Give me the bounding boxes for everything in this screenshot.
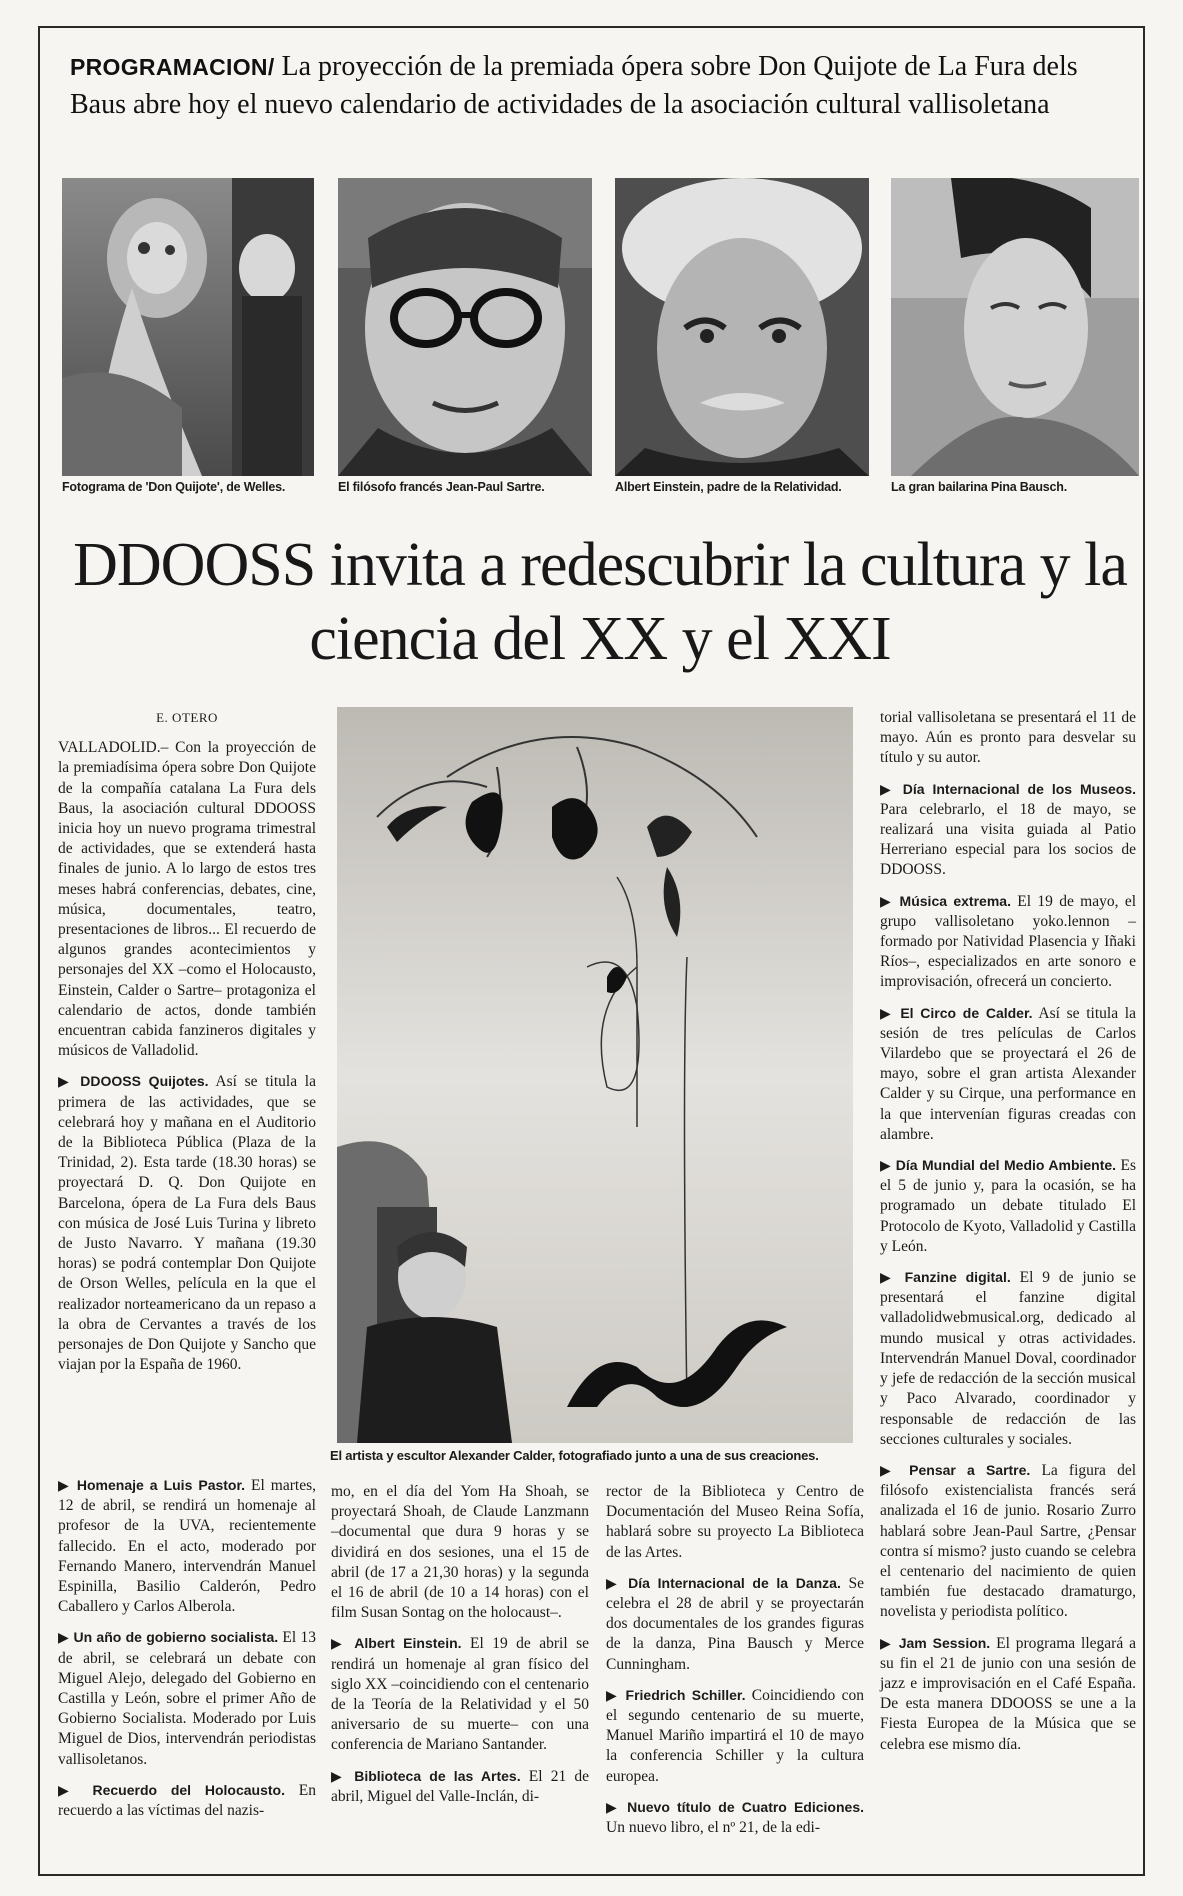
- item-ambiente: [880, 1155, 1136, 1257]
- item-gobierno: [58, 1627, 316, 1769]
- item-quijotes: [58, 1071, 316, 1375]
- item-einstein: [331, 1633, 589, 1755]
- item-museos-head: ▶ Día Internacional de los Museos.: [880, 780, 1136, 797]
- item-sartre-head: ▶ Pensar a Sartre.: [880, 1461, 1031, 1478]
- item-gobierno-body: El 13 de abril, se celebrará un debate con Miguel Alejo, delegado del Gobierno en Castilla y León, sobre el primer Año de Gobierno Socialista. Moderado por Luis Miguel de Dios, intervendrán periodistas vallisoletanos.: [58, 1629, 316, 1768]
- item-museos-body: Para celebrarlo, el 18 de mayo, se realizará una visita guiada al Patio Herreriano especial para los socios de DDOOSS.: [880, 800, 1136, 879]
- photo-caption-4: La gran bailarina Pina Bausch.: [891, 480, 1068, 494]
- item-gobierno-head: ▶ Un año de gobierno socialista.: [58, 1629, 279, 1646]
- photo-sartre: [338, 178, 592, 476]
- item-einstein-body: El 19 de abril se rendirá un homenaje al gran físico del siglo XX –coincidiendo con el centenario de la Teoría de la Relatividad y el 50 aniversario de su muerte– con una conferencia de Mariano Santander.: [331, 1635, 589, 1754]
- item-schiller: [606, 1685, 864, 1787]
- item-holocausto: [58, 1780, 316, 1821]
- item-ambiente-body: Es el 5 de junio y, para la ocasión, se ha programado un debate titulado El Protocolo de Kyoto, Valladolid y Castilla y León.: [880, 1157, 1136, 1255]
- main-photo-caption: El artista y escultor Alexander Calder, fotografiado junto a una de sus creaciones.: [330, 1448, 819, 1463]
- column-1-lower: [58, 1475, 316, 1831]
- item-einstein-head: ▶ Albert Einstein.: [331, 1635, 462, 1652]
- item-holocausto-head: ▶ Recuerdo del Holocausto.: [58, 1781, 285, 1798]
- item-circo-head: ▶ El Circo de Calder.: [880, 1004, 1033, 1021]
- item-danza-body: Se celebra el 28 de abril y se proyectarán dos documentales de los grandes figuras de la danza, Pina Bausch y Merce Cunningham.: [606, 1574, 864, 1673]
- item-jam-body: El programa llegará a su fin el 21 de junio con una sesión de jazz e improvisación en el Café España. De esta manera DDOOSS se une a la Fiesta Europea de la Música que se celebra ese mismo día.: [880, 1634, 1136, 1753]
- item-sartre-body: La figura del filósofo existencialista francés será analizada el 16 de junio. Rosario Zurro hablará sobre Jean-Paul Sartre, ¿Pensar contra sí mismo? justo cuando se celebra el centenario del nacimiento de quien también fue destacado dramaturgo, novelista y periodista político.: [880, 1461, 1137, 1621]
- item-pastor: [58, 1475, 316, 1617]
- column-4: [880, 708, 1136, 1765]
- item-musica: [880, 891, 1136, 993]
- item-jam: [880, 1633, 1136, 1755]
- item-ediciones: [606, 1797, 864, 1838]
- item-ediciones-body: Un nuevo libro, el nº 21, de la edi-: [606, 1819, 821, 1837]
- item-biblioteca-cont: rector de la Biblioteca y Centro de Documentación del Museo Reina Sofía, hablará sobre su proyecto La Biblioteca de las Artes.: [606, 1483, 864, 1561]
- item-schiller-head: ▶ Friedrich Schiller.: [606, 1686, 746, 1703]
- intro-paragraph: VALLADOLID.– Con la proyección de la premiadísima ópera sobre Don Quijote de la compañía catalana La Fura dels Baus, la asociación cultural DDOOSS inicia hoy un nuevo programa trimestral de actividades, que se extenderá hasta finales de junio. A lo largo de estos tres meses habrá conferencias, debates, cine, música, documentales, teatro, presentaciones de libros... El recuerdo de algunos grandes acontecimientos y personajes del XX –como el Holocausto, Einstein, Calder o Sartre– protagoniza el calendario de actos, donde también encuentran cabida fanzineros digitales y músicos de Valladolid.: [58, 739, 316, 1060]
- photo-don-quijote: [62, 178, 314, 476]
- item-fanzine: [880, 1267, 1136, 1450]
- photo-pina-bausch: [891, 178, 1139, 476]
- item-museos: [880, 779, 1136, 881]
- photo-einstein: [615, 178, 869, 476]
- column-1: [58, 708, 316, 1386]
- item-schiller-body: Coincidiendo con el segundo centenario de su muerte, Manuel Mariño impartirá el 10 de mayo la conferencia Schiller y la cultura europea.: [606, 1686, 864, 1785]
- item-jam-head: ▶ Jam Session.: [880, 1634, 991, 1651]
- item-ediciones-head: ▶ Nuevo título de Cuatro Ediciones.: [606, 1798, 864, 1815]
- item-danza-head: ▶ Día Internacional de la Danza.: [606, 1574, 841, 1591]
- item-fanzine-body: El 9 de junio se presentará el fanzine digital valladolidwebmusical.org, dedicado al mundo musical y otras actividades. Intervendrán Manuel Doval, coordinador y jefe de redacción de la sección musical y Paco Alvarado, coordinador y responsable de redacción de las secciones culturales y sociales.: [880, 1269, 1136, 1448]
- headline: DDOOSS invita a redescubrir la cultura y la ciencia del XX y el XXI: [73, 531, 1127, 673]
- byline: E. OTERO: [156, 710, 218, 725]
- column-3: [606, 1482, 864, 1848]
- item-holocausto-cont: mo, en el día del Yom Ha Shoah, se proyectará Shoah, de Claude Lanzmann –documental que dura 9 horas y se dividirá en dos sesiones, una el 15 de abril (de 17 a 21,30 horas) y la segunda el 16 de abril (de 10 a 14 horas) con el film Susan Sontag on the holocaust–.: [331, 1483, 589, 1622]
- item-musica-body: El 19 de mayo, el grupo vallisoletano yoko.lennon –formado por Natividad Plasencia y Iñaki Ríos–, especializados en arte sonoro e improvisación, ofrecerá un concierto.: [880, 892, 1137, 991]
- item-biblioteca: [331, 1766, 589, 1807]
- column-2: [331, 1482, 589, 1817]
- item-fanzine-head: ▶ Fanzine digital.: [880, 1269, 1011, 1286]
- item-danza: [606, 1573, 864, 1675]
- photo-caption-2: El filósofo francés Jean-Paul Sartre.: [338, 480, 545, 494]
- item-sartre: [880, 1460, 1136, 1623]
- item-quijotes-head: ▶ DDOOSS Quijotes.: [58, 1073, 209, 1090]
- item-musica-head: ▶ Música extrema.: [880, 892, 1011, 909]
- kicker-lead: PROGRAMACION/: [70, 54, 275, 80]
- item-circo: [880, 1003, 1136, 1145]
- item-pastor-head: ▶ Homenaje a Luis Pastor.: [58, 1477, 246, 1493]
- item-biblioteca-head: ▶ Biblioteca de las Artes.: [331, 1767, 521, 1784]
- item-circo-body: Así se titula la sesión de tres películas de Carlos Vilardebo que se proyectará el 26 de mayo, sobre el gran artista Alexander Calder y su Cirque, una performance en la que intervenían figuras creadas con alambre.: [880, 1004, 1136, 1143]
- kicker: [70, 48, 1140, 123]
- photo-caption-3: Albert Einstein, padre de la Relatividad.: [615, 480, 842, 494]
- item-quijotes-body: Así se titula la primera de las actividades, que se celebrará hoy y mañana en el Auditorio de la Biblioteca Pública (Plaza de la Trinidad, 2). Esta tarde (18.30 horas) se proyectará D. Q. Don Quijote en Barcelona, ópera de La Fura dels Baus con música de José Luis Turina y libreto de Justo Navarro. Y mañana (19.30 horas) se podrá contemplar Don Quijote de Orson Welles, película en la que el realizador norteamericano da un repaso a la obra de Cervantes a través de los personajes de Don Quijote y Sancho que viajan por la España de 1960.: [58, 1073, 316, 1374]
- item-pastor-body: El martes, 12 de abril, se rendirá un homenaje al profesor de la UVA, recientemente fallecido. En el acto, moderado por Fernando Manero, intervendrán Manuel Espinilla, Basilio Calderón, Pedro Caballero y Carlos Alberola.: [58, 1477, 317, 1616]
- photo-caption-1: Fotograma de 'Don Quijote', de Welles.: [62, 480, 286, 494]
- item-ediciones-cont: torial vallisoletana se presentará el 11 de mayo. Aún es pronto para desvelar su título y su autor.: [880, 709, 1136, 767]
- item-holocausto-body: En recuerdo a las víctimas del nazis-: [58, 1781, 317, 1820]
- item-ambiente-head: ▶ Día Mundial del Medio Ambiente.: [880, 1157, 1117, 1174]
- photo-alexander-calder: [337, 707, 853, 1443]
- kicker-text: La proyección de la premiada ópera sobre Don Quijote de La Fura dels Baus abre hoy el nuevo calendario de actividades de la asociación cultural vallisoletana: [70, 51, 1078, 120]
- item-biblioteca-body: El 21 de abril, Miguel del Valle-Inclán, di-: [331, 1767, 589, 1805]
